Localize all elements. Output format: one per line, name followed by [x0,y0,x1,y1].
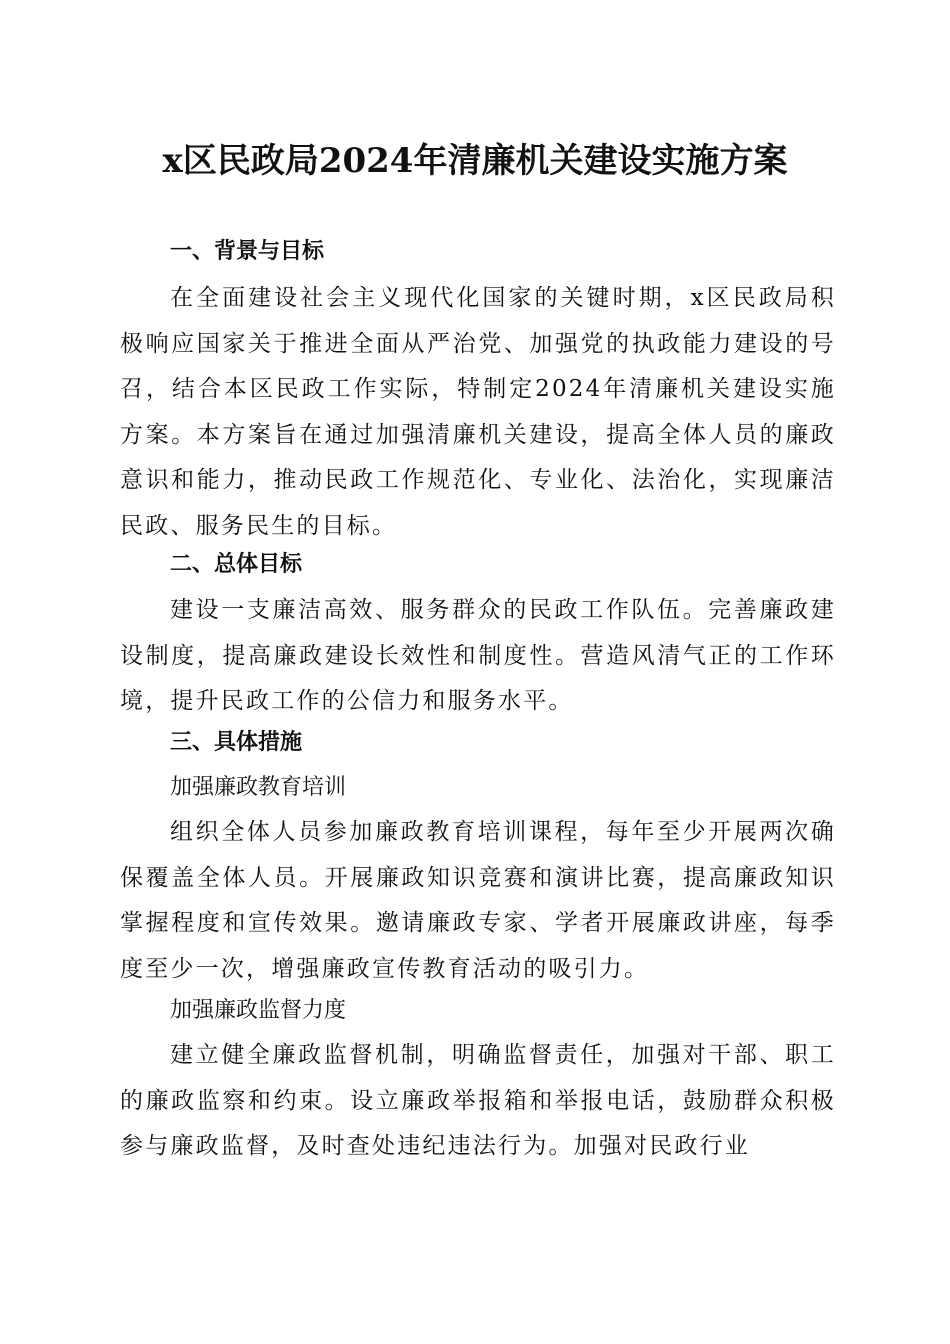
paragraph-overall-goals: 建设一支廉洁高效、服务群众的民政工作队伍。完善廉政建设制度，提高廉政建设长效性和制度性。营造风清气正的工作环境，提升民政工作的公信力和服务水平。 [120,597,836,714]
subsection-heading-education: 加强廉政教育培训 [170,775,347,800]
section-heading-overall-goals: 二、总体目标 [170,552,303,577]
subsection-heading-supervision: 加强廉政监督力度 [170,998,347,1023]
section-heading-background: 一、背景与目标 [170,239,325,264]
section-heading-measures: 三、具体措施 [170,730,303,755]
document-title: x区民政局2024年清廉机关建设实施方案 [162,141,788,181]
paragraph-education: 组织全体人员参加廉政教育培训课程，每年至少开展两次确保覆盖全体人员。开展廉政知识竞赛和演讲比赛，提高廉政知识掌握程度和宣传效果。邀请廉政专家、学者开展廉政讲座，每季度至少一次，增强廉政宣传教育活动的吸引力。 [120,819,836,982]
paragraph-supervision: 建立健全廉政监督机制，明确监督责任，加强对干部、职工的廉政监察和约束。设立廉政举报箱和举报电话，鼓励群众积极参与廉政监督，及时查处违纪违法行为。加强对民政行业 [120,1042,836,1159]
paragraph-background: 在全面建设社会主义现代化国家的关键时期，x区民政局积极响应国家关于推进全面从严治党、加强党的执政能力建设的号召，结合本区民政工作实际，特制定2024年清廉机关建设实施方案。本方案旨在通过加强清廉机关建设，提高全体人员的廉政意识和能力，推动民政工作规范化、专业化、法治化，实现廉洁民政、服务民生的目标。 [120,285,836,539]
